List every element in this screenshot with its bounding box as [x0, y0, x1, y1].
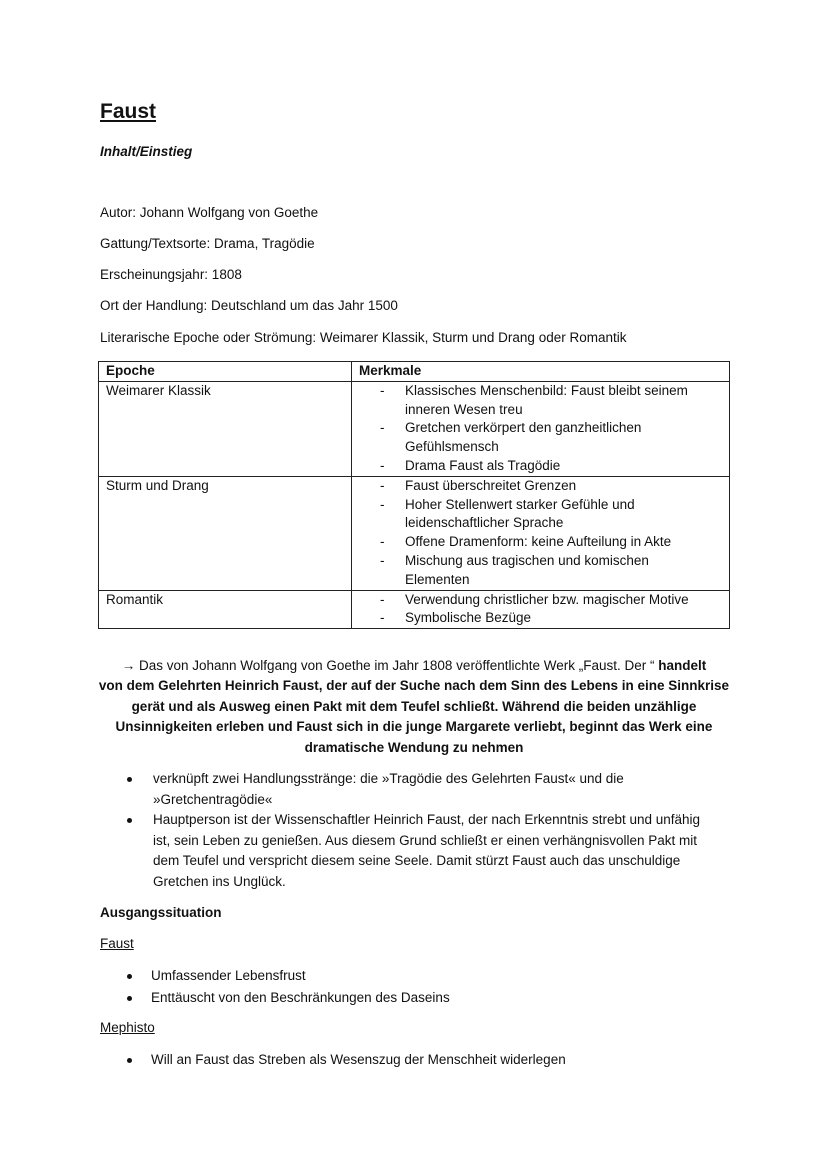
arrow-icon: →: [121, 658, 136, 673]
summary-text: Das von Johann Wolfgang von Goethe im Jahr 1808 veröffentlichte Werk „Faust. Der “: [135, 658, 659, 673]
summary-paragraph: [60, 656, 768, 758]
list-item-cont: inneren Wesen treu: [405, 401, 523, 417]
bullet-icon: [127, 777, 132, 782]
list-item: - Offene Dramenform: keine Aufteilung in Akte: [359, 533, 729, 552]
meta-author: Autor: Johann Wolfgang von Goethe: [100, 205, 319, 220]
bullet-item: [125, 1050, 566, 1071]
bullet-item: [125, 810, 700, 892]
feature-list: [359, 591, 729, 629]
bullet-item: [125, 987, 450, 1009]
epoch-cell: Romantik: [99, 590, 352, 629]
bullet-line: Gretchen ins Unglück.: [153, 873, 286, 889]
list-item: - Gretchen verkörpert den ganzheitlichen: [359, 419, 729, 438]
bullet-line: Hauptperson ist der Wissenschaftler Heinrich Faust, der nach Erkenntnis strebt und unfähig: [153, 812, 701, 828]
list-item: - Symbolische Bezüge: [359, 609, 729, 628]
bullet-line: Enttäuscht von den Beschränkungen des Daseins: [151, 990, 450, 1005]
summary-bold: handelt: [658, 658, 707, 673]
bullet-list: [125, 769, 700, 893]
bullet-icon: [127, 974, 132, 979]
epoch-cell: Sturm und Drang: [99, 476, 352, 590]
page-title: Faust: [100, 100, 157, 123]
bullet-line: ist, sein Leben zu genießen. Aus diesem Grund schließt er einen verhängnisvollen Pakt mit: [153, 832, 698, 848]
bullet-item: [125, 769, 700, 810]
list-item: - Verwendung christlicher bzw. magischer Motive: [359, 591, 729, 610]
bullet-line: Will an Faust das Streben als Wesenszug der Menschheit widerlegen: [151, 1052, 566, 1067]
bullet-line: dem Teufel und verspricht diesem seine Seele. Damit stürzt Faust auch das unschuldige: [153, 853, 681, 869]
section-heading: Ausgangssituation: [100, 905, 222, 920]
summary-bold: von dem Gelehrten Heinrich Faust, der auf der Suche nach dem Sinn des Lebens in eine Sinnkrise: [98, 678, 730, 694]
table-row: [99, 590, 730, 629]
list-item-cont: leidenschaftlicher Sprache: [405, 515, 564, 531]
bullet-line: verknüpft zwei Handlungsstränge: die »Tragödie des Gelehrten Faust« und die: [153, 771, 624, 786]
epoch-cell: Weimarer Klassik: [99, 381, 352, 476]
list-item: - Faust überschreitet Grenzen: [359, 477, 729, 496]
summary-bold: dramatische Wendung zu nehmen: [304, 739, 524, 755]
bullet-icon: [127, 818, 132, 823]
meta-year: Erscheinungsjahr: 1808: [100, 267, 242, 282]
table-row: [99, 381, 730, 476]
table-row: [99, 476, 730, 590]
bullet-item: [125, 965, 450, 987]
mephisto-list: [125, 1050, 566, 1071]
meta-epoch: Literarische Epoche oder Strömung: Weimarer Klassik, Sturm und Drang oder Romantik: [100, 330, 627, 345]
bullet-icon: [127, 996, 132, 1001]
bullet-icon: [127, 1058, 132, 1063]
subtitle: Inhalt/Einstieg: [100, 144, 193, 159]
bullet-line: Umfassender Lebensfrust: [151, 968, 306, 983]
list-item: - Drama Faust als Tragödie: [359, 457, 729, 476]
list-item: - Klassisches Menschenbild: Faust bleibt seinem: [359, 382, 729, 401]
meta-setting: Ort der Handlung: Deutschland um das Jahr 1500: [100, 298, 398, 313]
list-item: - Mischung aus tragischen und komischen: [359, 552, 729, 571]
faust-label: Faust: [100, 936, 134, 951]
table-header: Epoche: [99, 362, 352, 382]
list-item-cont: Elementen: [405, 571, 470, 587]
bullet-line: »Gretchentragödie«: [153, 791, 273, 807]
list-item-cont: Gefühlsmensch: [405, 439, 499, 455]
epoch-table: [98, 361, 730, 629]
feature-list: [359, 477, 729, 590]
faust-list: [125, 965, 450, 1009]
list-item: - Hoher Stellenwert starker Gefühle und: [359, 496, 729, 515]
summary-bold: gerät und als Ausweg einen Pakt mit dem Teufel schließt. Während die beiden unzählige: [131, 698, 697, 714]
table-header: Merkmale: [352, 362, 730, 382]
summary-bold: Unsinnigkeiten erleben und Faust sich in die junge Margarete verliebt, beginnt das Werk eine: [115, 719, 713, 735]
mephisto-label: Mephisto: [100, 1020, 155, 1035]
meta-genre: Gattung/Textsorte: Drama, Tragödie: [100, 236, 315, 251]
feature-list: [359, 382, 729, 476]
